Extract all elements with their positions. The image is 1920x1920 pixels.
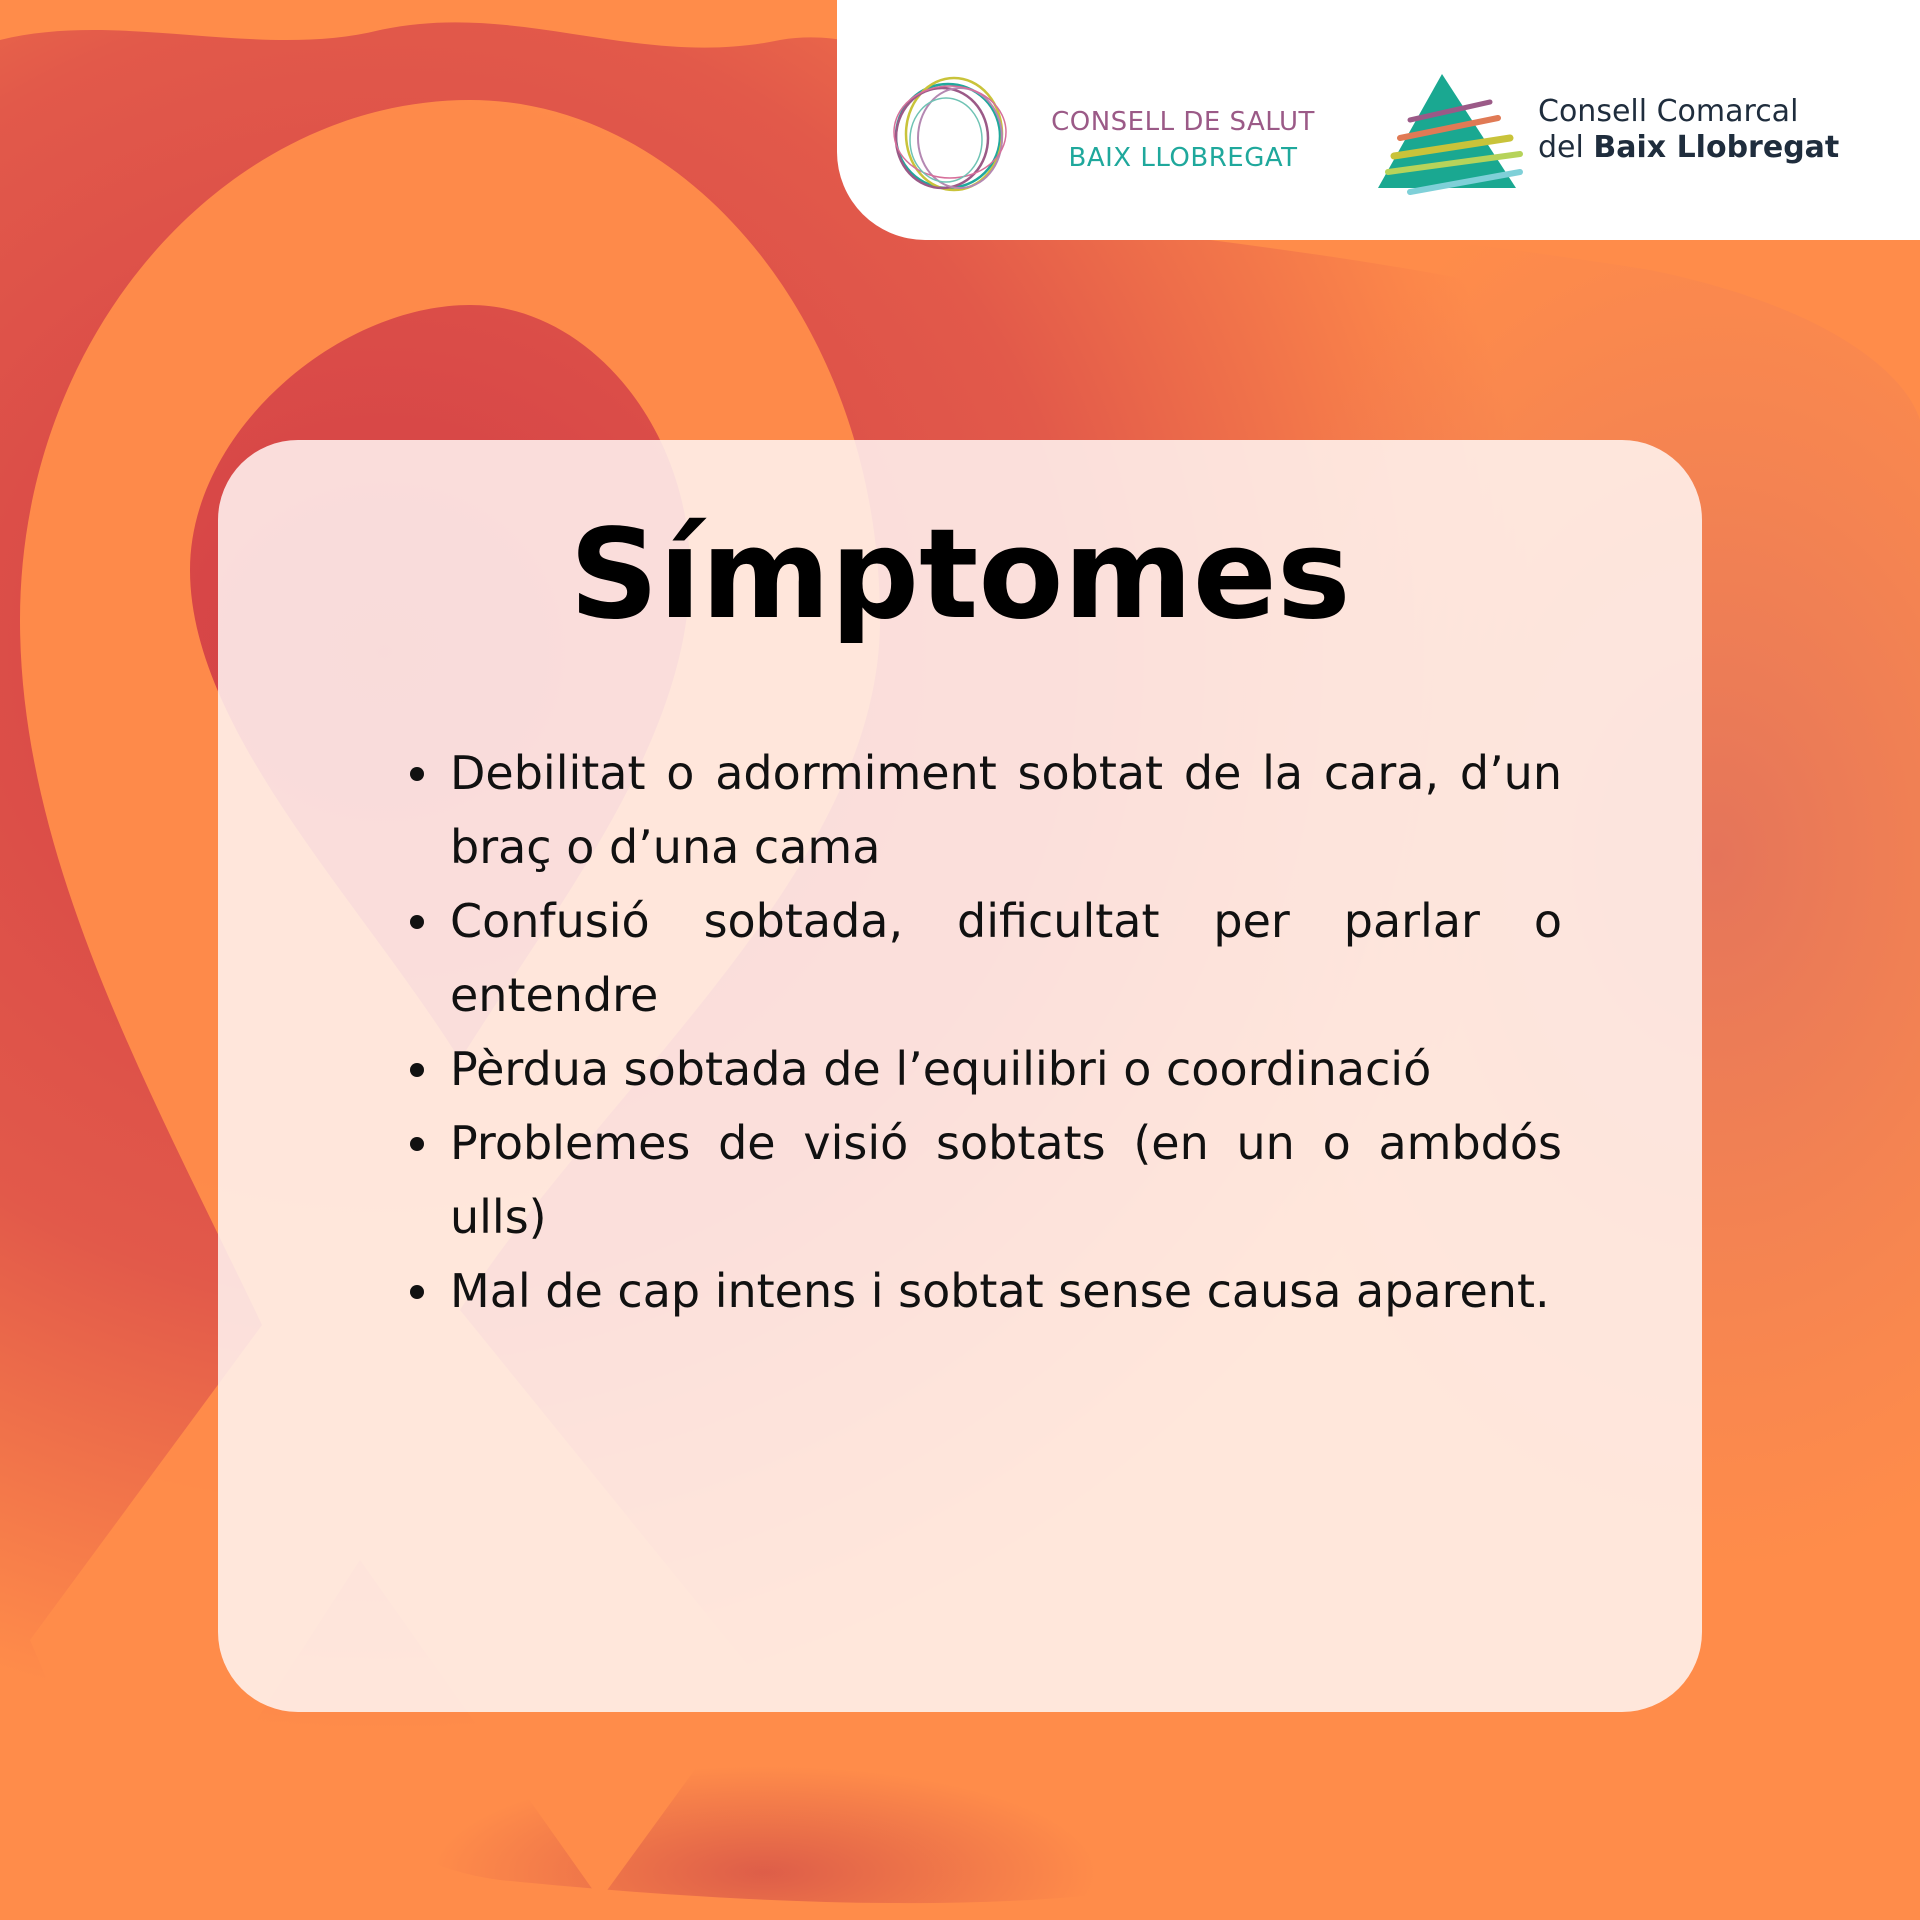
logo2-line2-bold: Baix Llobregat (1593, 130, 1840, 165)
page-title: Símptomes (569, 503, 1351, 647)
symptoms-card (218, 440, 1702, 1712)
list-item: Confusió sobtada, dificultat per parlar o entendre (450, 884, 1562, 1032)
list-item: Pèrdua sobtada de l’equilibri o coordinació (450, 1032, 1562, 1106)
logo2-line2-regular: del (1538, 130, 1594, 165)
consell-comarcal-logo (1370, 68, 1840, 208)
consell-comarcal-logo-text (1538, 94, 1839, 166)
logo1-line1: CONSELL DE SALUT (1051, 107, 1315, 137)
list-item: Problemes de visió sobtats (en un o ambdós ulls) (450, 1106, 1562, 1254)
logo1-line2: BAIX LLOBREGAT (1068, 143, 1298, 173)
symptoms-list (450, 736, 1562, 1328)
triangle-brushstroke-icon (1370, 68, 1530, 208)
overlapping-circles-icon (880, 76, 1030, 198)
consell-de-salut-logo (880, 76, 1340, 198)
list-item: Debilitat o adormiment sobtat de la cara, d’un braç o d’una cama (450, 736, 1562, 884)
list-item: Mal de cap intens i sobtat sense causa aparent. (450, 1254, 1562, 1328)
consell-de-salut-logo-text (1033, 104, 1333, 176)
logo2-line1: Consell Comarcal (1538, 94, 1799, 129)
logo2-line2 (1538, 130, 1839, 166)
